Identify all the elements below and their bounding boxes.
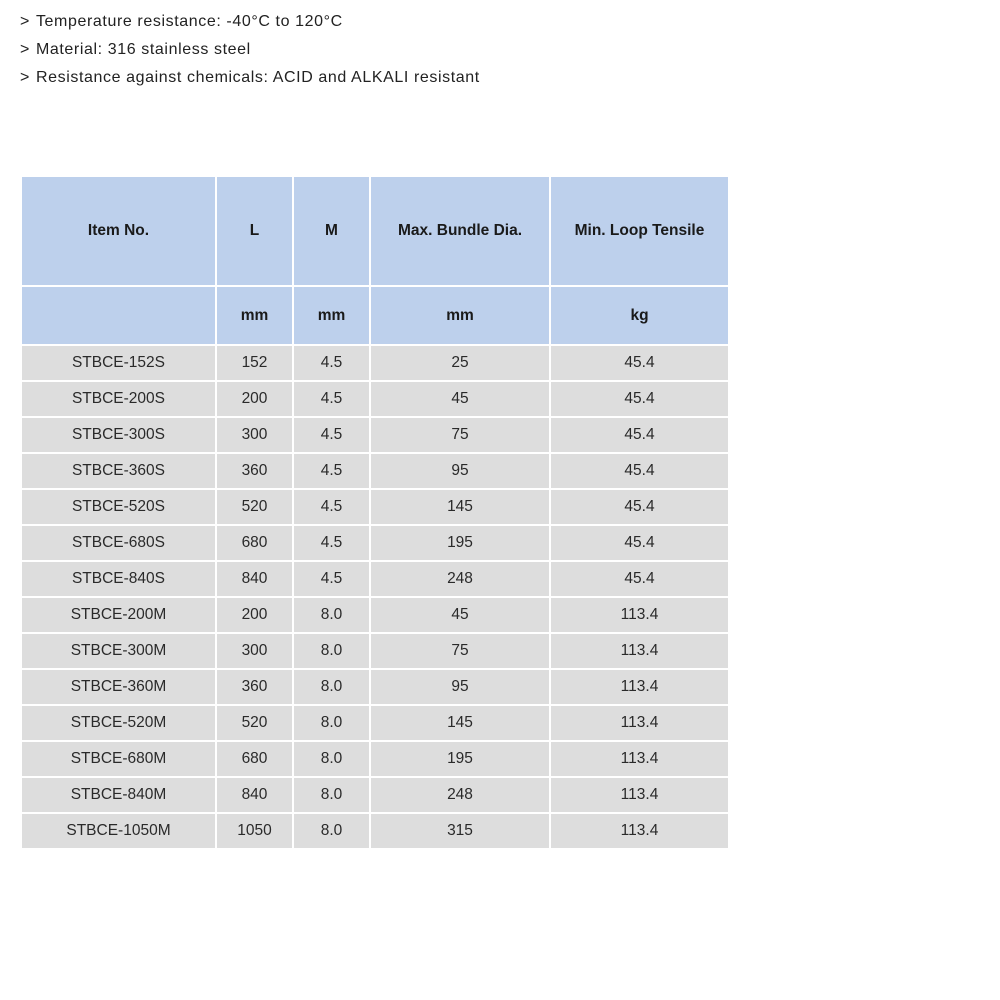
cell-min-loop-tensile: 45.4 (551, 526, 728, 562)
cell-max-bundle-dia: 195 (371, 742, 551, 778)
cell-length: 360 (217, 670, 294, 706)
cell-item-no: STBCE-300S (22, 418, 217, 454)
header-length: L (217, 177, 294, 287)
cell-item-no: STBCE-152S (22, 346, 217, 382)
cell-max-bundle-dia: 25 (371, 346, 551, 382)
table-row (22, 778, 728, 814)
table-row (22, 454, 728, 490)
cell-length: 680 (217, 742, 294, 778)
header-width: M (294, 177, 371, 287)
cell-width: 8.0 (294, 706, 371, 742)
cell-min-loop-tensile: 45.4 (551, 454, 728, 490)
product-spec-table (22, 177, 728, 848)
cell-length: 840 (217, 778, 294, 814)
cell-item-no: STBCE-840M (22, 778, 217, 814)
table-row (22, 634, 728, 670)
table-body (22, 346, 728, 848)
cell-max-bundle-dia: 75 (371, 634, 551, 670)
cell-length: 200 (217, 598, 294, 634)
cell-length: 200 (217, 382, 294, 418)
cell-min-loop-tensile: 113.4 (551, 814, 728, 848)
cell-length: 300 (217, 418, 294, 454)
cell-min-loop-tensile: 113.4 (551, 634, 728, 670)
table-row (22, 418, 728, 454)
cell-length: 520 (217, 490, 294, 526)
cell-width: 4.5 (294, 346, 371, 382)
table-row (22, 814, 728, 848)
cell-min-loop-tensile: 113.4 (551, 778, 728, 814)
spec-item-temperature (20, 10, 480, 38)
table-row (22, 562, 728, 598)
cell-min-loop-tensile: 113.4 (551, 598, 728, 634)
spec-item-material (20, 38, 480, 66)
unit-row (22, 287, 728, 346)
cell-length: 840 (217, 562, 294, 598)
bullet-marker: > (20, 69, 30, 86)
product-table-container (22, 177, 728, 848)
spec-list (20, 10, 480, 94)
cell-length: 152 (217, 346, 294, 382)
cell-item-no: STBCE-840S (22, 562, 217, 598)
table-row (22, 526, 728, 562)
cell-item-no: STBCE-360M (22, 670, 217, 706)
cell-length: 1050 (217, 814, 294, 848)
unit-min-loop-tensile: kg (551, 287, 728, 346)
cell-min-loop-tensile: 45.4 (551, 490, 728, 526)
header-item-no: Item No. (22, 177, 217, 287)
cell-width: 8.0 (294, 742, 371, 778)
table-row (22, 670, 728, 706)
cell-width: 4.5 (294, 382, 371, 418)
cell-max-bundle-dia: 75 (371, 418, 551, 454)
spec-text: Temperature resistance: -40°C to 120°C (35, 13, 343, 30)
cell-item-no: STBCE-1050M (22, 814, 217, 848)
cell-max-bundle-dia: 248 (371, 562, 551, 598)
bullet-marker: > (20, 41, 30, 58)
cell-item-no: STBCE-680M (22, 742, 217, 778)
header-row (22, 177, 728, 287)
cell-width: 8.0 (294, 814, 371, 848)
cell-max-bundle-dia: 95 (371, 454, 551, 490)
table-row (22, 706, 728, 742)
cell-max-bundle-dia: 145 (371, 490, 551, 526)
cell-item-no: STBCE-520M (22, 706, 217, 742)
cell-min-loop-tensile: 45.4 (551, 562, 728, 598)
cell-width: 4.5 (294, 454, 371, 490)
header-max-bundle-dia: Max. Bundle Dia. (371, 177, 551, 287)
cell-width: 4.5 (294, 418, 371, 454)
cell-width: 8.0 (294, 670, 371, 706)
unit-item-no (22, 287, 217, 346)
cell-max-bundle-dia: 45 (371, 382, 551, 418)
cell-item-no: STBCE-360S (22, 454, 217, 490)
cell-length: 360 (217, 454, 294, 490)
cell-max-bundle-dia: 315 (371, 814, 551, 848)
unit-width: mm (294, 287, 371, 346)
cell-item-no: STBCE-300M (22, 634, 217, 670)
cell-width: 4.5 (294, 490, 371, 526)
cell-max-bundle-dia: 145 (371, 706, 551, 742)
cell-min-loop-tensile: 45.4 (551, 382, 728, 418)
cell-min-loop-tensile: 113.4 (551, 670, 728, 706)
cell-length: 300 (217, 634, 294, 670)
cell-width: 4.5 (294, 526, 371, 562)
cell-width: 8.0 (294, 634, 371, 670)
cell-width: 8.0 (294, 778, 371, 814)
cell-max-bundle-dia: 195 (371, 526, 551, 562)
cell-min-loop-tensile: 45.4 (551, 346, 728, 382)
cell-width: 8.0 (294, 598, 371, 634)
cell-item-no: STBCE-200S (22, 382, 217, 418)
cell-item-no: STBCE-200M (22, 598, 217, 634)
table-row (22, 490, 728, 526)
unit-max-bundle-dia: mm (371, 287, 551, 346)
table-row (22, 346, 728, 382)
header-min-loop-tensile: Min. Loop Tensile (551, 177, 728, 287)
spec-text: Resistance against chemicals: ACID and ALKALI resistant (35, 69, 480, 86)
spec-text: Material: 316 stainless steel (35, 41, 251, 58)
cell-length: 520 (217, 706, 294, 742)
spec-item-chemical-resistance (20, 66, 480, 94)
cell-max-bundle-dia: 248 (371, 778, 551, 814)
cell-width: 4.5 (294, 562, 371, 598)
cell-min-loop-tensile: 113.4 (551, 742, 728, 778)
table-row (22, 742, 728, 778)
cell-max-bundle-dia: 95 (371, 670, 551, 706)
bullet-marker: > (20, 13, 30, 30)
cell-max-bundle-dia: 45 (371, 598, 551, 634)
table-row (22, 382, 728, 418)
cell-length: 680 (217, 526, 294, 562)
cell-item-no: STBCE-680S (22, 526, 217, 562)
cell-item-no: STBCE-520S (22, 490, 217, 526)
table-row (22, 598, 728, 634)
unit-length: mm (217, 287, 294, 346)
cell-min-loop-tensile: 113.4 (551, 706, 728, 742)
cell-min-loop-tensile: 45.4 (551, 418, 728, 454)
